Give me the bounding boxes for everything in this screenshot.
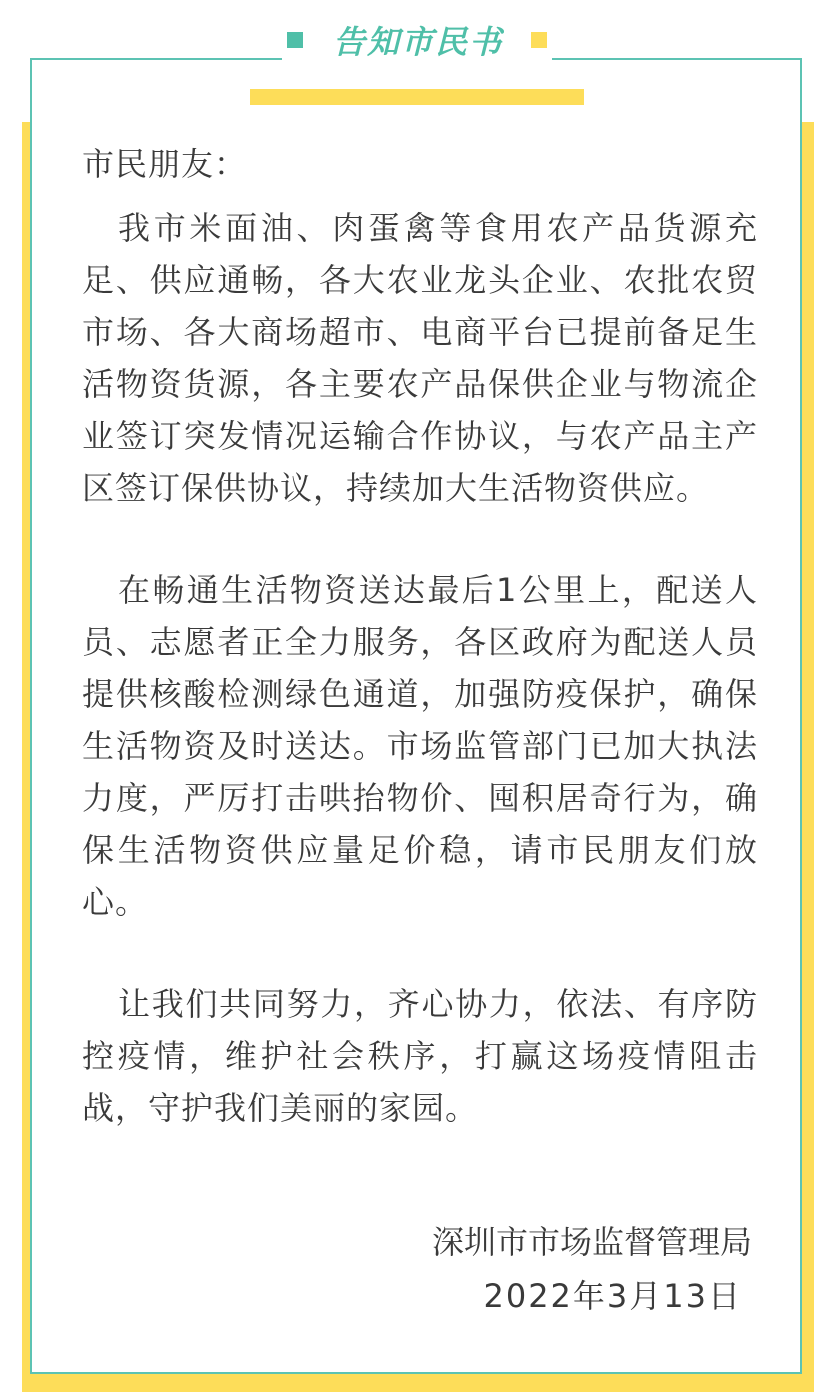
paragraph-2: 在畅通生活物资送达最后1公里上，配送人员、志愿者正全力服务，各区政府为配送人员提供核酸检测绿色通道，加强防疫保护，确保生活物资及时送达。市场监管部门已加大执法力度，严厉打击哄抬物价、囤积居奇行为，确保生活物资供应量足价稳，请市民朋友们放心。 xyxy=(82,571,758,921)
signature-block xyxy=(432,1215,752,1323)
issue-date: 2022年3月13日 xyxy=(483,1277,742,1315)
paragraph-1: 我市米面油、肉蛋禽等食用农产品货源充足、供应通畅，各大农业龙头企业、农批农贸市场、各大商场超市、电商平台已提前备足生活物资货源，各主要农产品保供企业与物流企业签订突发情况运输合作协议，与农产品主产区签订保供协议，持续加大生活物资供应。 xyxy=(82,209,758,507)
paragraph-3: 让我们共同努力，齐心协力，依法、有序防控疫情，维护社会秩序，打赢这场疫情阻击战，守护我们美丽的家园。 xyxy=(82,985,758,1127)
page-title: 告知市民书 xyxy=(332,23,503,61)
teal-square-icon xyxy=(287,32,303,48)
greeting: 市民朋友： xyxy=(82,145,248,183)
yellow-square-icon xyxy=(531,32,547,48)
issuer-name: 深圳市市场监督管理局 xyxy=(431,1223,752,1261)
title-underline-bar xyxy=(250,89,584,105)
letter-body xyxy=(82,138,758,1184)
